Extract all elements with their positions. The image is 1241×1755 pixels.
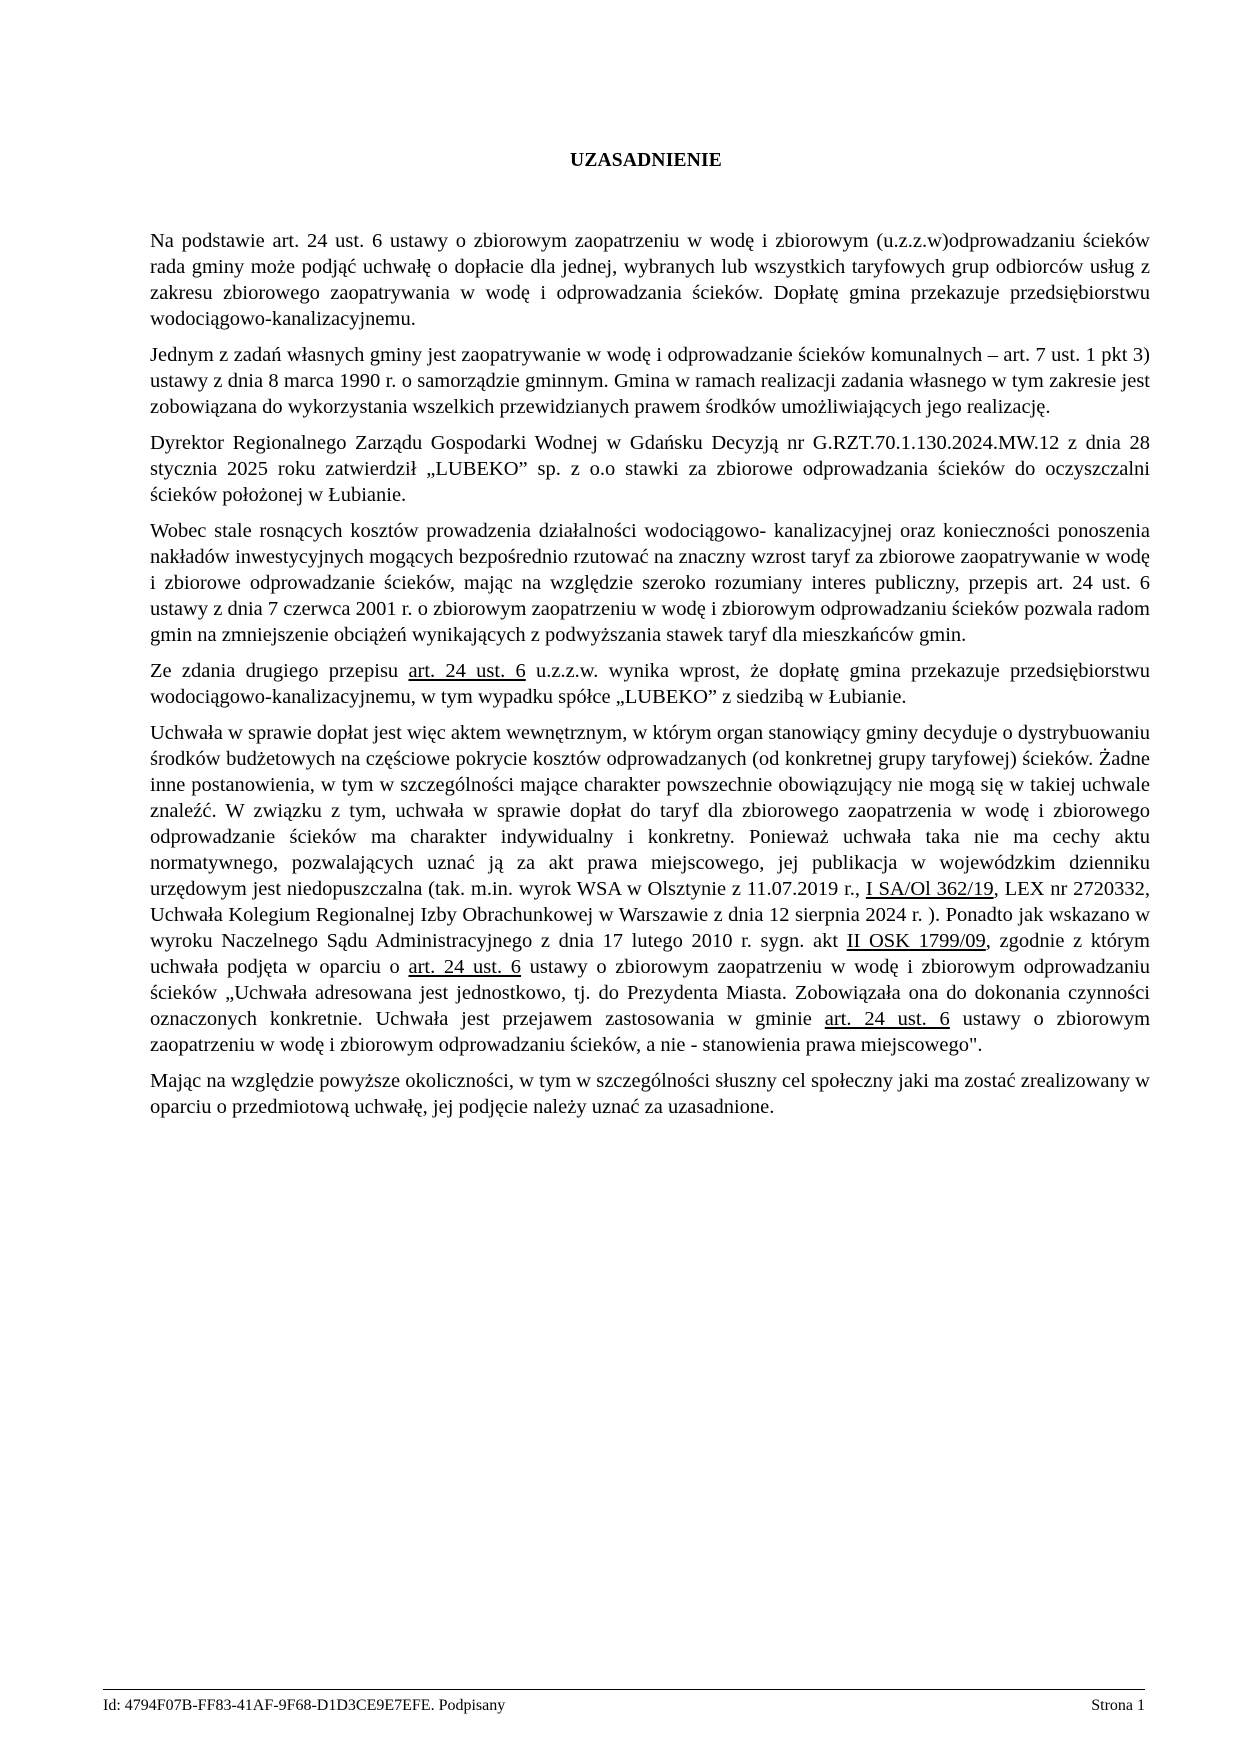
paragraph-text: Wobec stale rosnących kosztów prowadzenia działalności wodociągowo- kanalizacyjnej oraz konieczności ponoszenia nakładów inwestycyjnych mogących bezpośrednio rzutować na znaczny wzrost taryf za zbiorowe zaopatrywanie w wodę i zbiorowe odprowadzanie ścieków, mając na względzie szeroko rozumiany interes publiczny, przepis art. 24 ust. 6 ustawy z dnia 7 czerwca 2001 r. o zbiorowym zaopatrzeniu w wodę i zbiorowym odprowadzaniu ścieków pozwala radom gmin na zmniejszenie obciążeń wynikających z podwyższania stawek taryf dla mieszkańców gmin. — [150, 520, 1150, 646]
paragraph-text: Na podstawie art. 24 ust. 6 ustawy o zbiorowym zaopatrzeniu w wodę i zbiorowym (u.z.z.w)odprowadzaniu ścieków rada gminy może podjąć uchwałę o dopłacie dla jednej, wybranych lub wszystkich taryfowych grup odbiorców usług z zakresu zbiorowego zaopatrywania w wodę i odprowadzania ścieków. Dopłatę gmina przekazuje przedsiębiorstwu wodociągowo-kanalizacyjnemu. — [150, 230, 1150, 330]
paragraph-4 — [150, 518, 1150, 648]
document-body — [150, 228, 1150, 1130]
paragraph-2 — [150, 342, 1150, 420]
document-title: UZASADNIENIE — [570, 150, 722, 171]
paragraph-text: Jednym z zadań własnych gminy jest zaopatrywanie w wodę i odprowadzanie ścieków komunalnych – art. 7 ust. 1 pkt 3) ustawy z dnia 8 marca 1990 r. o samorządzie gminnym. Gmina w ramach realizacji zadania własnego w tym zakresie jest zobowiązana do wykorzystania wszelkich przewidzianych prawem środków umożliwiających jego realizację. — [150, 344, 1150, 418]
legal-reference-link[interactable]: II OSK 1799/09 — [846, 930, 986, 952]
paragraph-5 — [150, 658, 1150, 710]
paragraph-text: Ze zdania drugiego przepisu — [150, 660, 409, 682]
footer-divider — [103, 1689, 1145, 1690]
legal-reference-link[interactable]: art. 24 ust. 6 — [408, 956, 521, 978]
paragraph-text: ustawy o zbiorowym zaopatrzeniu w wodę i zbiorowym odprowadzaniu ścieków „Uchwała adresowana jest jednostkowo, tj. do Prezydenta Miasta. Zobowiązała ona do dokonania czynności oznaczonych konkretnie. Uchwała jest przejawem zastosowania w gminie — [150, 956, 1150, 1030]
paragraph-text: ustawy o zbiorowym zaopatrzeniu w wodę i zbiorowym odprowadzaniu ścieków, a nie - stanowienia prawa miejscowego". — [150, 1008, 1151, 1056]
paragraph-text: , zgodnie z którym uchwała podjęta w oparciu o — [150, 930, 1150, 978]
paragraph-7 — [150, 1068, 1150, 1120]
paragraph-6 — [150, 720, 1150, 1058]
paragraph-3 — [150, 430, 1150, 508]
paragraph-text: u.z.z.w. wynika wprost, że dopłatę gmina przekazuje przedsiębiorstwu wodociągowo-kanalizacyjnemu, w tym wypadku spółce „LUBEKO” z siedzibą w Łubianie. — [150, 660, 1151, 708]
legal-reference-link[interactable]: art. 24 ust. 6 — [824, 1008, 950, 1030]
paragraph-text: Mając na względzie powyższe okoliczności, w tym w szczególności słuszny cel społeczny jaki ma zostać zrealizowany w oparciu o przedmiotową uchwałę, jej podjęcie należy uznać za uzasadnione. — [150, 1070, 1150, 1118]
legal-reference-link[interactable]: I SA/Ol 362/19 — [865, 878, 994, 900]
legal-reference-link[interactable]: art. 24 ust. 6 — [408, 660, 526, 682]
paragraph-1 — [150, 228, 1150, 332]
paragraph-text: Dyrektor Regionalnego Zarządu Gospodarki Wodnej w Gdańsku Decyzją nr G.RZT.70.1.130.2024.MW.12 z dnia 28 stycznia 2025 roku zatwierdził „LUBEKO” sp. z o.o stawki za zbiorowe odprowadzania ścieków do oczyszczalni ścieków położonej w Łubianie. — [150, 432, 1150, 506]
footer-document-id: Id: 4794F07B-FF83-41AF-9F68-D1D3CE9E7EFE. Podpisany — [103, 1697, 506, 1714]
paragraph-text: Uchwała w sprawie dopłat jest więc aktem wewnętrznym, w którym organ stanowiący gminy decyduje o dystrybuowaniu środków budżetowych na częściowe pokrycie kosztów odprowadzanych (od konkretnej grupy taryfowej) ścieków. Żadne inne postanowienia, w tym w szczególności mające charakter powszechnie obowiązujący nie mogą się w takiej uchwale znaleźć. W związku z tym, uchwała w sprawie dopłat do taryf dla zbiorowego zaopatrzenia w wodę i zbiorowego odprowadzanie ścieków ma charakter indywidualny i konkretny. Ponieważ uchwała taka nie ma cechy aktu normatywnego, pozwalających uznać ją za akt prawa miejscowego, jej publikacja w wojewódzkim dzienniku urzędowym jest niedopuszczalna (tak. m.in. wyrok WSA w Olsztynie z 11.07.2019 r., — [150, 722, 1150, 900]
footer-page-number: Strona 1 — [1091, 1697, 1145, 1714]
paragraph-text: , LEX nr 2720332, Uchwała Kolegium Regionalnej Izby Obrachunkowej w Warszawie z dnia 12 sierpnia 2024 r. ). Ponadto jak wskazano w wyroku Naczelnego Sądu Administracyjnego z dnia 17 lutego 2010 r. sygn. akt — [150, 878, 1150, 952]
